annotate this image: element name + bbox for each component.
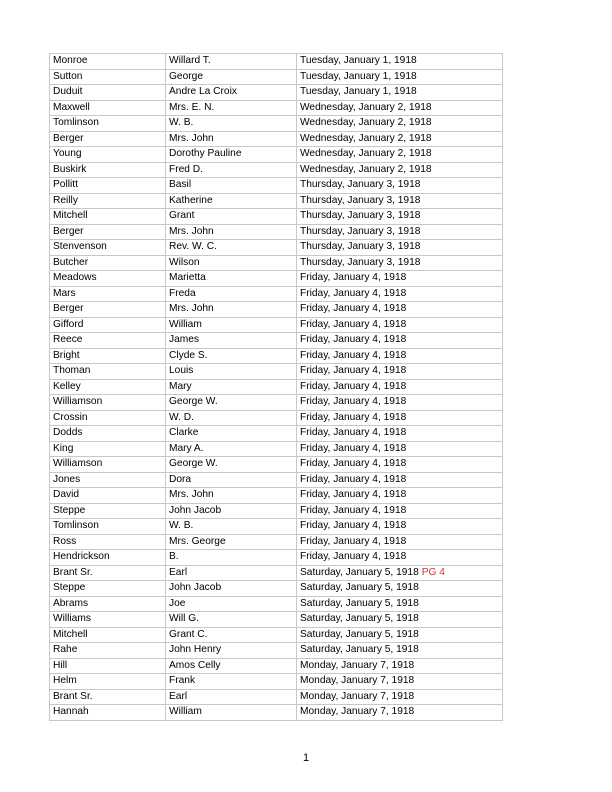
date-text: Tuesday, January 1, 1918 [300, 86, 417, 98]
last-name-cell: Reilly [50, 193, 166, 209]
table-row [50, 519, 503, 535]
table-row [50, 426, 503, 442]
date-cell [297, 286, 503, 302]
table-row [50, 131, 503, 147]
table-row [50, 224, 503, 240]
date-text: Monday, January 7, 1918 [300, 675, 415, 687]
table-row [50, 472, 503, 488]
table-row [50, 457, 503, 473]
date-text: Monday, January 7, 1918 [300, 690, 415, 702]
last-name-cell: Tomlinson [50, 116, 166, 132]
table-row [50, 255, 503, 271]
date-cell [297, 240, 503, 256]
last-name-cell: Brant Sr. [50, 565, 166, 581]
date-cell [297, 85, 503, 101]
date-cell [297, 255, 503, 271]
table-row [50, 54, 503, 70]
page-reference-note: PG 4 [421, 566, 445, 578]
date-cell [297, 271, 503, 287]
first-name-cell: W. B. [166, 519, 297, 535]
table-row [50, 612, 503, 628]
last-name-cell: Meadows [50, 271, 166, 287]
last-name-cell: Rahe [50, 643, 166, 659]
table-row [50, 147, 503, 163]
date-text: Thursday, January 3, 1918 [300, 225, 421, 237]
date-text: Friday, January 4, 1918 [300, 411, 407, 423]
last-name-cell: Abrams [50, 596, 166, 612]
table-row [50, 627, 503, 643]
date-cell [297, 395, 503, 411]
table-row [50, 85, 503, 101]
date-text: Saturday, January 5, 1918 [300, 566, 419, 578]
date-text: Friday, January 4, 1918 [300, 303, 407, 315]
date-text: Thursday, January 3, 1918 [300, 241, 421, 253]
last-name-cell: Thoman [50, 364, 166, 380]
table-row [50, 240, 503, 256]
first-name-cell: John Henry [166, 643, 297, 659]
last-name-cell: Stenvenson [50, 240, 166, 256]
last-name-cell: Williamson [50, 457, 166, 473]
date-cell [297, 519, 503, 535]
table-row [50, 333, 503, 349]
date-cell [297, 674, 503, 690]
first-name-cell: Basil [166, 178, 297, 194]
date-cell [297, 503, 503, 519]
table-row [50, 100, 503, 116]
first-name-cell: James [166, 333, 297, 349]
date-cell [297, 643, 503, 659]
date-cell [297, 209, 503, 225]
table-row [50, 565, 503, 581]
date-cell [297, 596, 503, 612]
date-text: Friday, January 4, 1918 [300, 396, 407, 408]
date-text: Saturday, January 5, 1918 [300, 613, 419, 625]
date-cell [297, 705, 503, 721]
last-name-cell: Butcher [50, 255, 166, 271]
last-name-cell: Brant Sr. [50, 689, 166, 705]
first-name-cell: Frank [166, 674, 297, 690]
date-text: Friday, January 4, 1918 [300, 349, 407, 361]
first-name-cell: Mary [166, 379, 297, 395]
date-cell [297, 410, 503, 426]
last-name-cell: Monroe [50, 54, 166, 70]
table-row [50, 503, 503, 519]
date-cell [297, 302, 503, 318]
first-name-cell: Mrs. John [166, 131, 297, 147]
first-name-cell: Grant [166, 209, 297, 225]
table-row [50, 658, 503, 674]
first-name-cell: Grant C. [166, 627, 297, 643]
first-name-cell: Mary A. [166, 441, 297, 457]
date-cell [297, 147, 503, 163]
first-name-cell: Mrs. John [166, 302, 297, 318]
first-name-cell: Andre La Croix [166, 85, 297, 101]
date-text: Friday, January 4, 1918 [300, 442, 407, 454]
last-name-cell: Kelley [50, 379, 166, 395]
date-text: Wednesday, January 2, 1918 [300, 117, 432, 129]
date-text: Tuesday, January 1, 1918 [300, 55, 417, 67]
table-row [50, 534, 503, 550]
first-name-cell: John Jacob [166, 581, 297, 597]
date-cell [297, 488, 503, 504]
date-text: Friday, January 4, 1918 [300, 535, 407, 547]
first-name-cell: Marietta [166, 271, 297, 287]
last-name-cell: Berger [50, 131, 166, 147]
last-name-cell: Reece [50, 333, 166, 349]
first-name-cell: John Jacob [166, 503, 297, 519]
table-row [50, 348, 503, 364]
first-name-cell: Will G. [166, 612, 297, 628]
date-text: Friday, January 4, 1918 [300, 365, 407, 377]
date-text: Thursday, January 3, 1918 [300, 210, 421, 222]
date-text: Friday, January 4, 1918 [300, 318, 407, 330]
first-name-cell: George [166, 69, 297, 85]
page-number: 1 [302, 752, 310, 764]
first-name-cell: Katherine [166, 193, 297, 209]
first-name-cell: Amos Celly [166, 658, 297, 674]
table-row [50, 271, 503, 287]
first-name-cell: Joe [166, 596, 297, 612]
first-name-cell: Mrs. John [166, 488, 297, 504]
date-cell [297, 689, 503, 705]
date-text: Friday, January 4, 1918 [300, 427, 407, 439]
first-name-cell: Dora [166, 472, 297, 488]
date-text: Monday, January 7, 1918 [300, 659, 415, 671]
last-name-cell: Hannah [50, 705, 166, 721]
last-name-cell: Steppe [50, 503, 166, 519]
date-text: Thursday, January 3, 1918 [300, 256, 421, 268]
date-cell [297, 550, 503, 566]
date-cell [297, 534, 503, 550]
last-name-cell: Gifford [50, 317, 166, 333]
date-cell [297, 193, 503, 209]
first-name-cell: B. [166, 550, 297, 566]
date-text: Friday, January 4, 1918 [300, 520, 407, 532]
date-text: Wednesday, January 2, 1918 [300, 132, 432, 144]
date-text: Friday, January 4, 1918 [300, 334, 407, 346]
date-cell [297, 69, 503, 85]
first-name-cell: Louis [166, 364, 297, 380]
first-name-cell: Freda [166, 286, 297, 302]
last-name-cell: Berger [50, 302, 166, 318]
date-text: Thursday, January 3, 1918 [300, 194, 421, 206]
first-name-cell: Mrs. George [166, 534, 297, 550]
table-row [50, 209, 503, 225]
first-name-cell: Willard T. [166, 54, 297, 70]
date-cell [297, 379, 503, 395]
last-name-cell: Williamson [50, 395, 166, 411]
last-name-cell: Buskirk [50, 162, 166, 178]
table-row [50, 69, 503, 85]
first-name-cell: Wilson [166, 255, 297, 271]
first-name-cell: Clyde S. [166, 348, 297, 364]
date-text: Monday, January 7, 1918 [300, 706, 415, 718]
last-name-cell: Hill [50, 658, 166, 674]
table-row [50, 395, 503, 411]
first-name-cell: Mrs. John [166, 224, 297, 240]
date-text: Friday, January 4, 1918 [300, 551, 407, 563]
table-row [50, 364, 503, 380]
date-cell [297, 472, 503, 488]
date-text: Saturday, January 5, 1918 [300, 582, 419, 594]
table-row [50, 689, 503, 705]
records-table-body [50, 54, 503, 721]
table-row [50, 193, 503, 209]
table-row [50, 441, 503, 457]
first-name-cell: Rev. W. C. [166, 240, 297, 256]
table-row [50, 488, 503, 504]
date-cell [297, 565, 503, 581]
first-name-cell: George W. [166, 457, 297, 473]
first-name-cell: Dorothy Pauline [166, 147, 297, 163]
date-text: Saturday, January 5, 1918 [300, 644, 419, 656]
last-name-cell: Mitchell [50, 209, 166, 225]
last-name-cell: Mitchell [50, 627, 166, 643]
last-name-cell: Maxwell [50, 100, 166, 116]
date-text: Saturday, January 5, 1918 [300, 628, 419, 640]
date-text: Friday, January 4, 1918 [300, 287, 407, 299]
date-cell [297, 627, 503, 643]
date-cell [297, 100, 503, 116]
table-row [50, 178, 503, 194]
last-name-cell: Sutton [50, 69, 166, 85]
date-cell [297, 364, 503, 380]
table-row [50, 162, 503, 178]
table-row [50, 410, 503, 426]
first-name-cell: William [166, 705, 297, 721]
last-name-cell: Helm [50, 674, 166, 690]
first-name-cell: W. D. [166, 410, 297, 426]
last-name-cell: Hendrickson [50, 550, 166, 566]
last-name-cell: Duduit [50, 85, 166, 101]
date-text: Friday, January 4, 1918 [300, 473, 407, 485]
last-name-cell: Crossin [50, 410, 166, 426]
date-text: Thursday, January 3, 1918 [300, 179, 421, 191]
date-text: Friday, January 4, 1918 [300, 458, 407, 470]
table-row [50, 302, 503, 318]
date-cell [297, 581, 503, 597]
date-cell [297, 457, 503, 473]
last-name-cell: Tomlinson [50, 519, 166, 535]
first-name-cell: William [166, 317, 297, 333]
last-name-cell: Dodds [50, 426, 166, 442]
date-cell [297, 612, 503, 628]
last-name-cell: King [50, 441, 166, 457]
date-text: Wednesday, January 2, 1918 [300, 101, 432, 113]
last-name-cell: Bright [50, 348, 166, 364]
date-cell [297, 333, 503, 349]
date-cell [297, 317, 503, 333]
table-row [50, 674, 503, 690]
table-row [50, 643, 503, 659]
last-name-cell: Jones [50, 472, 166, 488]
date-cell [297, 426, 503, 442]
date-cell [297, 131, 503, 147]
date-cell [297, 348, 503, 364]
last-name-cell: Berger [50, 224, 166, 240]
date-text: Saturday, January 5, 1918 [300, 597, 419, 609]
table-row [50, 581, 503, 597]
table-row [50, 550, 503, 566]
records-table [49, 53, 503, 721]
first-name-cell: George W. [166, 395, 297, 411]
last-name-cell: Ross [50, 534, 166, 550]
first-name-cell: Fred D. [166, 162, 297, 178]
date-cell [297, 178, 503, 194]
table-row [50, 317, 503, 333]
last-name-cell: Mars [50, 286, 166, 302]
date-text: Friday, January 4, 1918 [300, 380, 407, 392]
last-name-cell: Young [50, 147, 166, 163]
last-name-cell: Pollitt [50, 178, 166, 194]
table-row [50, 705, 503, 721]
date-cell [297, 162, 503, 178]
date-cell [297, 54, 503, 70]
table-row [50, 596, 503, 612]
date-text: Wednesday, January 2, 1918 [300, 163, 432, 175]
table-row [50, 379, 503, 395]
first-name-cell: Earl [166, 689, 297, 705]
date-cell [297, 224, 503, 240]
date-cell [297, 441, 503, 457]
table-row [50, 286, 503, 302]
date-text: Wednesday, January 2, 1918 [300, 148, 432, 160]
first-name-cell: Earl [166, 565, 297, 581]
date-text: Tuesday, January 1, 1918 [300, 70, 417, 82]
last-name-cell: Williams [50, 612, 166, 628]
last-name-cell: David [50, 488, 166, 504]
first-name-cell: W. B. [166, 116, 297, 132]
date-cell [297, 116, 503, 132]
table-row [50, 116, 503, 132]
date-text: Friday, January 4, 1918 [300, 272, 407, 284]
first-name-cell: Clarke [166, 426, 297, 442]
date-cell [297, 658, 503, 674]
last-name-cell: Steppe [50, 581, 166, 597]
date-text: Friday, January 4, 1918 [300, 504, 407, 516]
first-name-cell: Mrs. E. N. [166, 100, 297, 116]
date-text: Friday, January 4, 1918 [300, 489, 407, 501]
